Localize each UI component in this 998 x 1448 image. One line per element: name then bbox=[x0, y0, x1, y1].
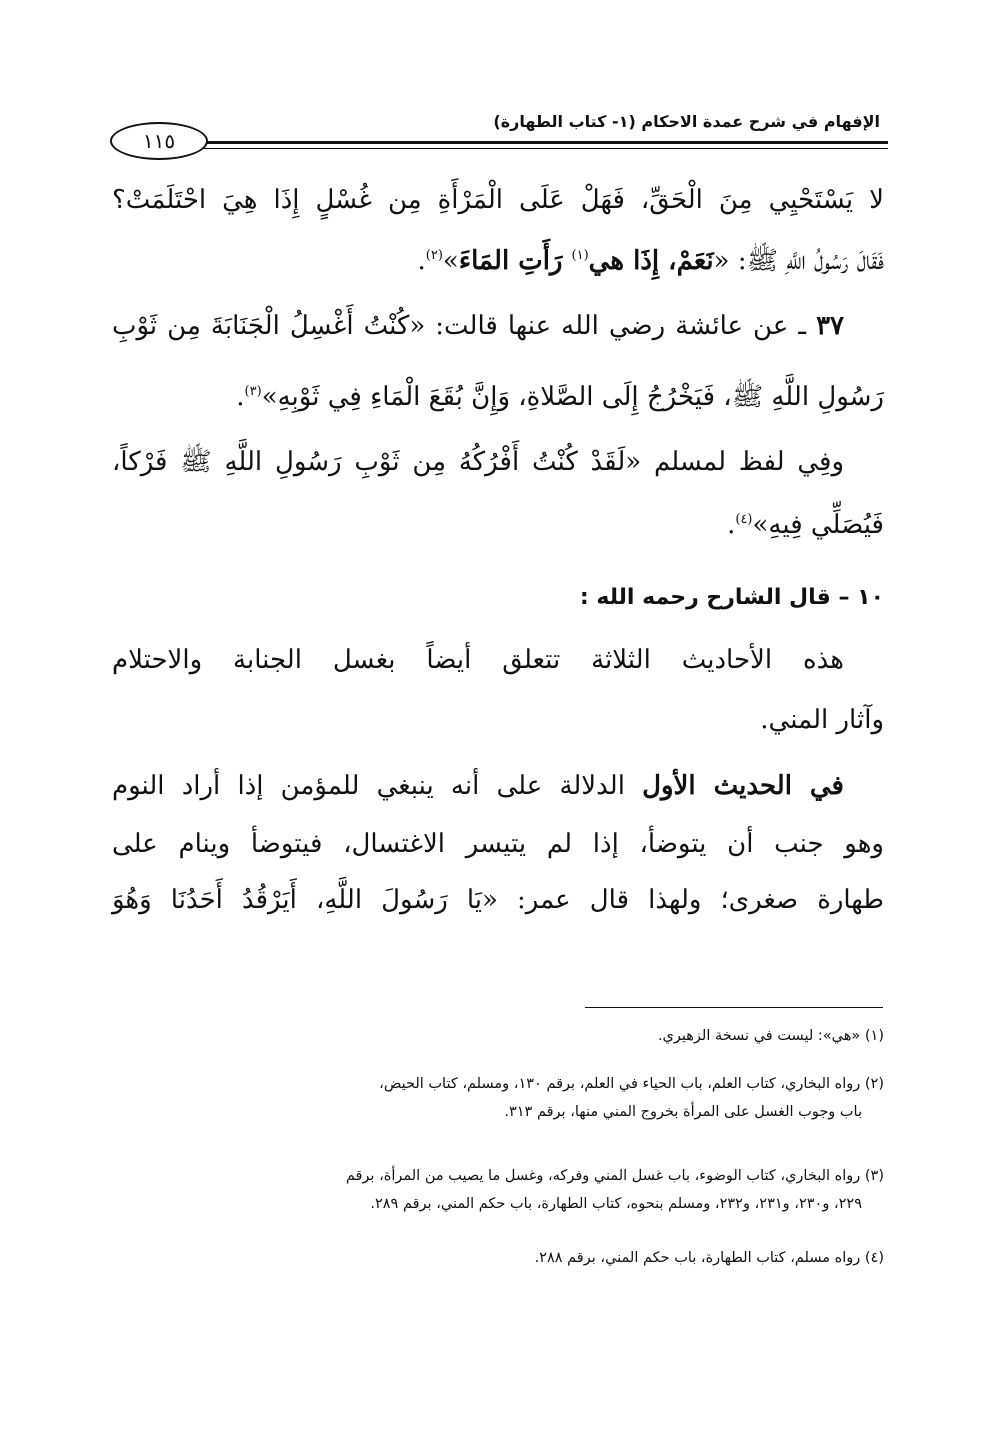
hadith-37-text-cont: رَسُولِ اللَّهِ ﷺ، فَيَخْرُجُ إِلَى الصَّلاةِ، وَإِنَّ بُقَعَ الْمَاءِ فِي ثَوْبِهِ» bbox=[261, 382, 884, 412]
hadith-37-text: ـ عن عائشة رضي الله عنها قالت: «كُنْتُ أَغْسِلُ الْجَنَابَةَ مِن ثَوْبِ bbox=[112, 311, 817, 341]
footnote-1 bbox=[112, 1022, 884, 1050]
footnote-line: (٣) رواه البخاري، كتاب الوضوء، باب غسل المني وفركه، وغسل ما يصيب من المرأة، برقم bbox=[345, 1168, 884, 1184]
footnote-line: باب وجوب الغسل على المرأة بخروج المني منها، برقم ٣١٣. bbox=[504, 1104, 862, 1120]
text-line-7: هذه الأحاديث الثلاثة تتعلق أيضاً بغسل الجنابة والاحتلام bbox=[112, 645, 844, 675]
footnote-ref-1: (١) bbox=[571, 248, 589, 263]
footnote-ref-4: (٤) bbox=[735, 512, 753, 527]
text-line-1: لا يَسْتَحْيِي مِنَ الْحَقِّ، فَهَلْ عَلَى الْمَرْأَةِ مِن غُسْلٍ إِذَا هِيَ احْتَلَمَتْ؟ bbox=[112, 185, 884, 215]
text-line-3 bbox=[112, 306, 884, 346]
footnote-line: ٢٢٩، و٢٣٠، و٢٣١، و٢٣٢، ومسلم بنحوه، كتاب الطهارة، باب حكم المني، برقم ٢٨٩. bbox=[370, 1196, 862, 1212]
book-title: الإفهام في شرح عمدة الاحكام (١- كتاب الطهارة) bbox=[493, 112, 880, 131]
section-heading bbox=[112, 585, 884, 610]
text-line-5: وفِي لفظ لمسلم «لَقَدْ كُنْتُ أَفْرُكُهُ مِن ثَوْبِ رَسُولِ اللَّهِ ﷺ فَرْكاً، bbox=[112, 447, 844, 477]
footnote-line: (٢) رواه البخاري، كتاب العلم، باب الحياء في العلم، برقم ١٣٠، ومسلم، كتاب الحيض، bbox=[379, 1076, 884, 1092]
period: . bbox=[417, 246, 426, 276]
quote-close: » bbox=[442, 246, 459, 276]
section-title: قال الشارح رحمه الله : bbox=[579, 585, 831, 610]
period: . bbox=[727, 510, 736, 540]
footnote-line: (٤) رواه مسلم، كتاب الطهارة، باب حكم المني، برقم ٢٨٨. bbox=[534, 1250, 884, 1266]
footnote-line: (١) «هي»: ليست في نسخة الزهيري. bbox=[657, 1028, 884, 1044]
hadith-number: ٣٧ bbox=[816, 311, 844, 341]
text-line-4 bbox=[112, 372, 884, 417]
footnote-ref-2: (٢) bbox=[425, 248, 443, 263]
hadith-quote-bold-2: رَأَتِ المَاءَ bbox=[458, 246, 572, 276]
footnote-ref-3: (٣) bbox=[244, 384, 262, 399]
text-line-9 bbox=[112, 766, 884, 806]
footnote-4 bbox=[112, 1244, 884, 1272]
footnote-2 bbox=[112, 1070, 884, 1126]
text-line-11: طهارة صغرى؛ ولهذا قال عمر: «يَا رَسُولَ اللَّهِ، أَيَرْقُدُ أَحَدُنَا وَهُوَ bbox=[112, 885, 884, 915]
hadith-quote-bold-1: نَعَمْ، إِذَا هي bbox=[588, 246, 714, 276]
muslim-text-end: فَيُصَلِّي فِيهِ» bbox=[752, 510, 884, 540]
text-line-10: وهو جنب أن يتوضأ، إذا لم يتيسر الاغتسال، فيتوضأ وينام على bbox=[112, 829, 884, 859]
footnote-3 bbox=[112, 1162, 884, 1218]
text-line-8: وآثار المني. bbox=[760, 705, 884, 735]
section-number: ١٠ – bbox=[838, 585, 884, 610]
text-line-6 bbox=[112, 500, 884, 545]
text-line-2 bbox=[112, 236, 884, 281]
main-text bbox=[112, 0, 884, 1000]
footnote-separator bbox=[585, 1007, 883, 1008]
bold-phrase: في الحديث الأول bbox=[642, 771, 844, 801]
line-9-rest: الدلالة على أنه ينبغي للمؤمن إذا أراد النوم bbox=[112, 771, 643, 801]
period: . bbox=[236, 382, 245, 412]
hadith-intro: فَقَالَ رَسُولُ اللَّهِ ﷺ: « bbox=[713, 246, 884, 276]
page-number: ١١٥ bbox=[110, 122, 208, 160]
